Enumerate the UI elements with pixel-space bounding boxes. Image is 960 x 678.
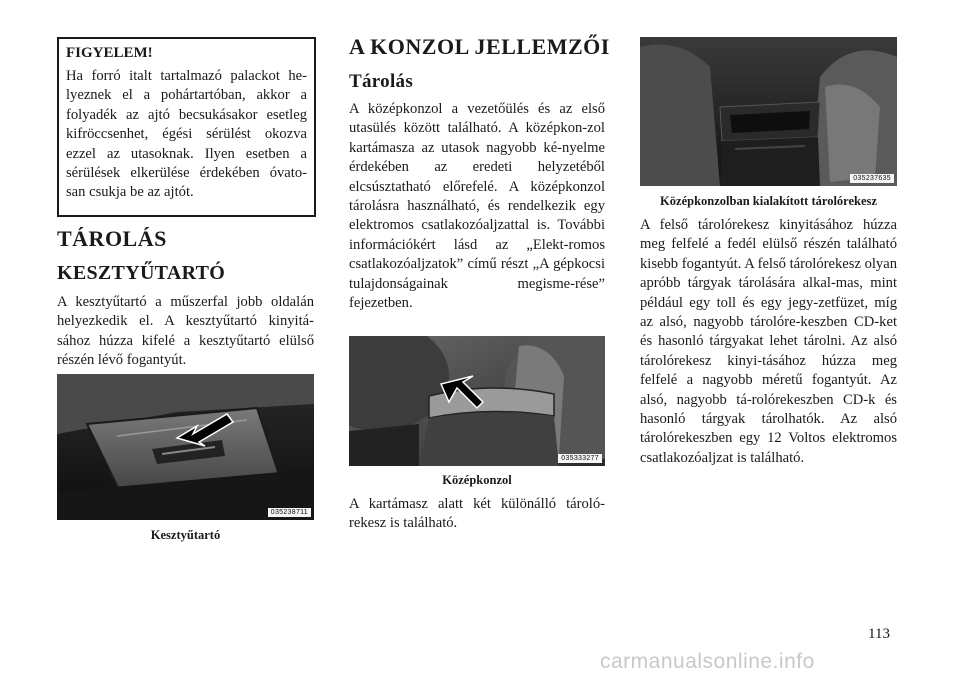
- storage-compartment-photo: [640, 37, 897, 186]
- storage-photo-code: 035237635: [850, 174, 894, 183]
- console-paragraph-2: A kartámasz alatt két különálló tároló-rekesz is található.: [349, 496, 605, 532]
- console-paragraph: A középkonzol a vezetőülés és az első utasülés között található. A középkon-zol kartámasza az utasok nagyobb ké-nyelme érdekében az eredeti helyzetéből elcsúsztatható előrefelé. A középkonzol tárolásra használható, és rendelkezik egy elektromos csatlakozóaljzattal is. További információkért lásd az „Elekt-romos csatlakozóaljzatok” című részt „A gépkocsi tulajdonságainak megisme-rése” fejezetben.: [349, 101, 605, 312]
- glovebox-photo: [57, 374, 314, 520]
- sub-title-storage: Tárolás: [349, 71, 414, 92]
- page-number: 113: [868, 626, 890, 642]
- storage-caption: Középkonzolban kialakított tárolórekesz: [660, 194, 877, 208]
- section-title-console: A KONZOL JELLEMZŐI: [349, 34, 610, 59]
- warning-title: FIGYELEM!: [66, 45, 153, 61]
- glovebox-paragraph: A kesztyűtartó a műszerfal jobb oldalán helyezkedik el. A kesztyűtartó kinyitá-sához húzza kifelé a kesztyűtartó elülső részén lévő fogantyút.: [57, 294, 314, 369]
- console-caption: Középkonzol: [442, 473, 512, 487]
- console-photo: [349, 336, 605, 466]
- watermark: carmanualsonline.info: [600, 650, 815, 673]
- section-title-storage: TÁROLÁS: [57, 226, 167, 251]
- storage-paragraph: A felső tárolórekesz kinyitásához húzza meg felfelé a fedél elülső részén található kisebb fogantyút. A felső tárolórekesz olyan apróbb tárgyak tárolására alkal-mas, mint például egy toll és egy jegy-zetfüzet, míg az alsó, nagyobb tárolóre-keszben CD-ket és hasonló tárgyakat lehet tárolni. Az alsó tárolórekesz kinyi-tásához húzza meg felfelé a nagyobb méretű fogantyút. Az alsó, nagyobb tá-rolórekeszben CD-k és hasonló tárgyak tárolhatók. Az alsó tárolórekeszben egy 12 Voltos elektromos csatlakozóaljzat is található.: [640, 217, 897, 466]
- warning-text: Ha forró italt tartalmazó palackot he-lyeznek el a pohártartóban, akkor a folyadék az ajtó becsukásakor esetleg kifröccsenhet, égési sérülést okozva ezzel az utasoknak. Ilyen esetben a sérülések elkerülése érdekében óvato-san csukja be az ajtót.: [66, 68, 307, 201]
- glovebox-photo-code: 035238711: [268, 508, 311, 517]
- glovebox-caption: Kesztyűtartó: [150, 528, 221, 542]
- warning-box: [57, 37, 316, 217]
- console-photo-code: 035333277: [558, 454, 602, 463]
- sub-title-glovebox: KESZTYŰTARTÓ: [57, 262, 226, 284]
